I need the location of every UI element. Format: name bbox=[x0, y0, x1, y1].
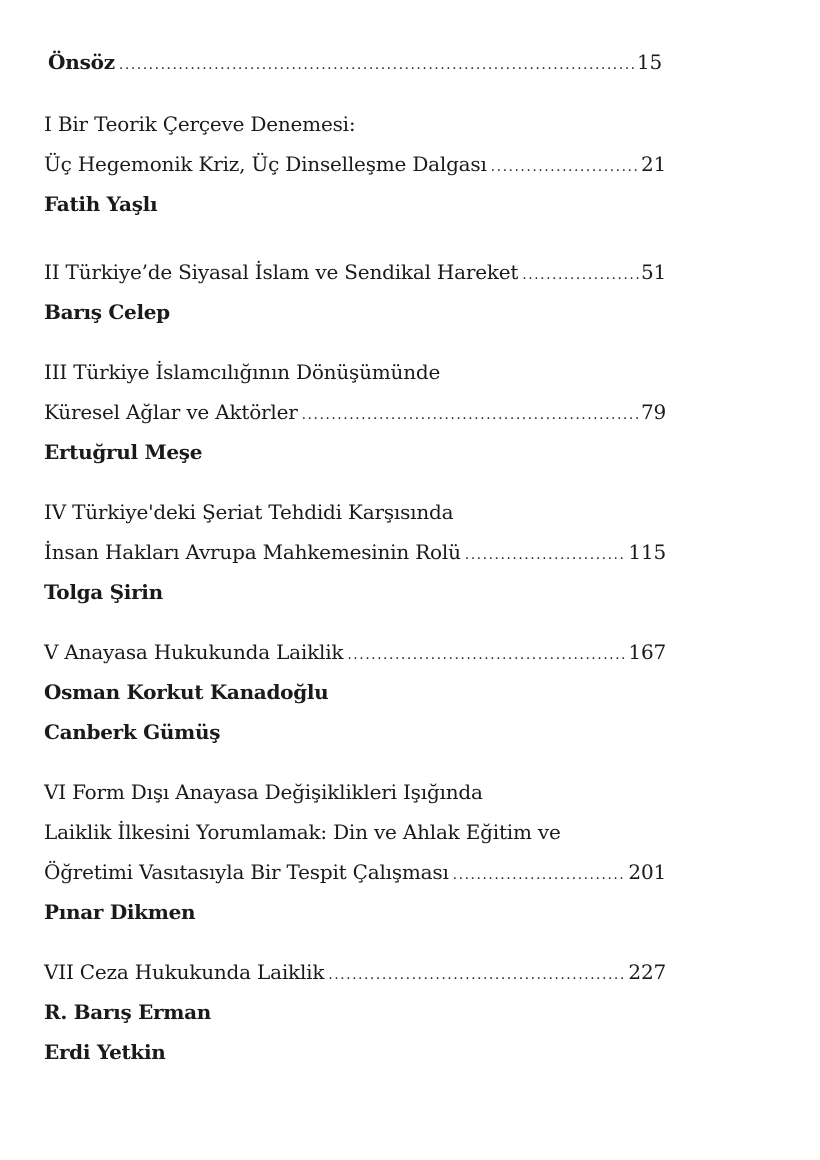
chapter-author: Barış Celep bbox=[44, 300, 170, 324]
toc-entry-chapter-4[interactable] bbox=[44, 492, 666, 612]
toc-entry-chapter-7[interactable] bbox=[44, 952, 666, 1072]
chapter-author: R. Barış Erman bbox=[44, 1000, 212, 1024]
chapter-title-line: İnsan Hakları Avrupa Mahkemesinin Rolü ..... 115 bbox=[44, 532, 666, 572]
chapter-author: Erdi Yetkin bbox=[44, 1040, 166, 1064]
dot-leader bbox=[491, 147, 639, 187]
toc-entry-chapter-5[interactable] bbox=[44, 632, 666, 752]
chapter-title-line: Üç Hegemonik Kriz, Üç Dinselleşme Dalgası ..... 21 bbox=[44, 144, 666, 184]
chapter-title-line: III Türkiye İslamcılığının Dönüşümünde bbox=[44, 360, 441, 384]
page-number: 167 bbox=[628, 640, 666, 664]
chapter-author: Canberk Gümüş bbox=[44, 720, 221, 744]
chapter-author: Ertuğrul Meşe bbox=[44, 440, 203, 464]
toc-entry-preface[interactable] bbox=[48, 42, 662, 82]
chapter-title-line: Laiklik İlkesini Yorumlamak: Din ve Ahlak Eğitim ve bbox=[44, 820, 561, 844]
table-of-contents bbox=[44, 42, 666, 1072]
dot-leader bbox=[453, 855, 627, 895]
dot-leader bbox=[119, 45, 635, 85]
dot-leader bbox=[328, 955, 626, 995]
toc-entry-chapter-2[interactable] bbox=[44, 252, 666, 332]
page-number: 21 bbox=[640, 152, 666, 176]
chapter-author: Pınar Dikmen bbox=[44, 900, 196, 924]
chapter-title-line: I Bir Teorik Çerçeve Denemesi: bbox=[44, 112, 356, 136]
chapter-title-line: IV Türkiye'deki Şeriat Tehdidi Karşısında bbox=[44, 500, 454, 524]
chapter-title-line: V Anayasa Hukukunda Laiklik ..... 167 bbox=[44, 632, 666, 672]
dot-leader bbox=[347, 635, 626, 675]
chapter-title-line: VII Ceza Hukukunda Laiklik ..... 227 bbox=[44, 952, 666, 992]
chapter-author: Tolga Şirin bbox=[44, 580, 163, 604]
dot-leader bbox=[465, 535, 627, 575]
toc-entry-chapter-6[interactable] bbox=[44, 772, 666, 932]
toc-entry-chapter-1[interactable] bbox=[44, 104, 666, 224]
chapter-author: Fatih Yaşlı bbox=[44, 192, 158, 216]
page-number: 115 bbox=[628, 540, 666, 564]
page-number: 79 bbox=[640, 400, 666, 424]
toc-entry-chapter-3[interactable] bbox=[44, 352, 666, 472]
chapter-title-line: VI Form Dışı Anayasa Değişiklikleri Işığında bbox=[44, 780, 483, 804]
page-number: 227 bbox=[628, 960, 666, 984]
chapter-title-line: Küresel Ağlar ve Aktörler ..... 79 bbox=[44, 392, 666, 432]
dot-leader bbox=[302, 395, 639, 435]
dot-leader bbox=[522, 255, 639, 295]
chapter-author: Osman Korkut Kanadoğlu bbox=[44, 680, 329, 704]
page-number: 15 bbox=[636, 50, 662, 74]
page-number: 51 bbox=[640, 260, 666, 284]
preface-title: Önsöz bbox=[48, 50, 115, 74]
chapter-title-line: II Türkiye’de Siyasal İslam ve Sendikal Hareket ..... 51 bbox=[44, 252, 666, 292]
chapter-title-line: Öğretimi Vasıtasıyla Bir Tespit Çalışması ..... 201 bbox=[44, 852, 666, 892]
page-number: 201 bbox=[628, 860, 666, 884]
